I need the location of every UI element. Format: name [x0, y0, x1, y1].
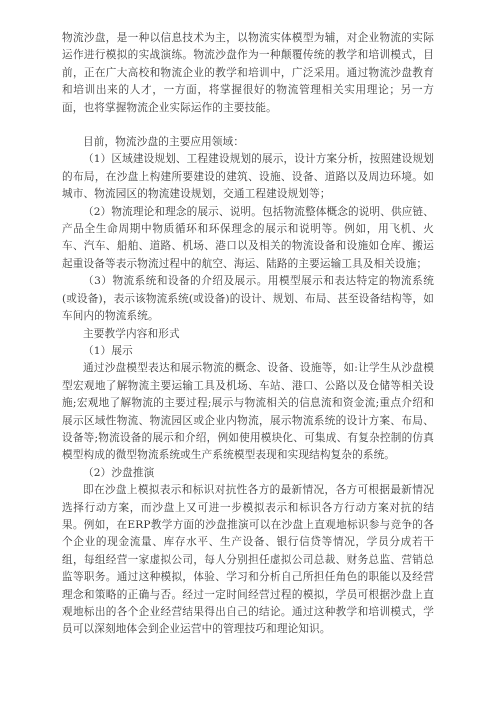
- body-paragraph-application-2: （2）物流理论和理念的展示、说明。包括物流整体概念的说明、供应链、产品全生命周期中物质循环和环保理念的展示和说明等。例如，用飞机、火车、汽车、船舶、道路、机场、港口以及相关的物流设备和设施如仓库、搬运起重设备等表示物流过程中的航空、海运、陆路的主要运输工具及相关设施；: [62, 205, 434, 270]
- body-paragraph-applications-heading: 目前，物流沙盘的主要应用领域：: [83, 136, 245, 149]
- subheading-display: （1）展示: [83, 344, 133, 357]
- intro-paragraph: 物流沙盘，是一种以信息技术为主，以物流实体模型为辅，对企业物流的实际运作进行模拟的实战演练。物流沙盘作为一种颠覆传统的教学和培训模式，目前，正在广大高校和物流企业的教学和培训中，广泛采用。通过物流沙盘教育和培训出来的人才，一方面，将掌握很好的物流管理相关实用理论；另一方面，也将掌握物流企业实际运作的主要技能。: [62, 32, 434, 114]
- subheading-sand-table-simulation: （2）沙盘推演: [83, 466, 155, 479]
- body-paragraph-sand-table-simulation: 即在沙盘上模拟表示和标识对抗性各方的最新情况，各方可根据最新情况选择行动方案，而沙盘上又可进一步模拟表示和标识各方行动方案对抗的结果。例如，在ERP教学方面的沙盘推演可以在沙盘上直观地标识参与竞争的各个企业的现金流量、库存水平、生产设备、银行信贷等情况，学员分成若干组，每组经营一家虚拟公司，每人分别担任虚拟公司总裁、财务总监、营销总监等职务。通过这种模拟，体验、学习和分析自己所担任角色的职能以及经营理念和策略的正确与否。经过一定时间经营过程的模拟，学员可根据沙盘上直观地标出的各个企业经营结果得出自己的结论。通过这种教学和培训模式，学员可以深刻地体会到企业运营中的管理技巧和理论知识。: [62, 484, 434, 636]
- body-paragraph-application-3: （3）物流系统和设备的介绍及展示。用模型展示和表达特定的物流系统(或设备)，表示该物流系统(或设备)的设计、规划、布局、甚至设备结构等，如车间内的物流系统。: [62, 275, 434, 323]
- section-heading-teaching-content: 主要教学内容和形式: [83, 327, 180, 340]
- body-paragraph-application-1: （1）区域建设规划、工程建设规划的展示，设计方案分析，按照建设规划的布局，在沙盘上构建所要建设的建筑、设施、设备、道路以及周边环境。如城市、物流园区的物流建设规划，交通工程建设规划等；: [62, 153, 434, 201]
- body-paragraph-display: 通过沙盘模型表达和展示物流的概念、设备、设施等，如:让学生从沙盘模型宏观地了解物流主要运输工具及机场、车站、港口、公路以及仓储等相关设施;宏观地了解物流的主要过程;展示与物流相关的信息流和资金流;重点介绍和展示区域性物流、物流园区或企业内物流，展示物流系统的设计方案、布局、设备等;物流设备的展示和介绍，例如使用模块化、可集成、有复杂控制的仿真模型构成的微型物流系统或生产系统模型表现和实现结构复杂的系统。: [62, 362, 434, 462]
